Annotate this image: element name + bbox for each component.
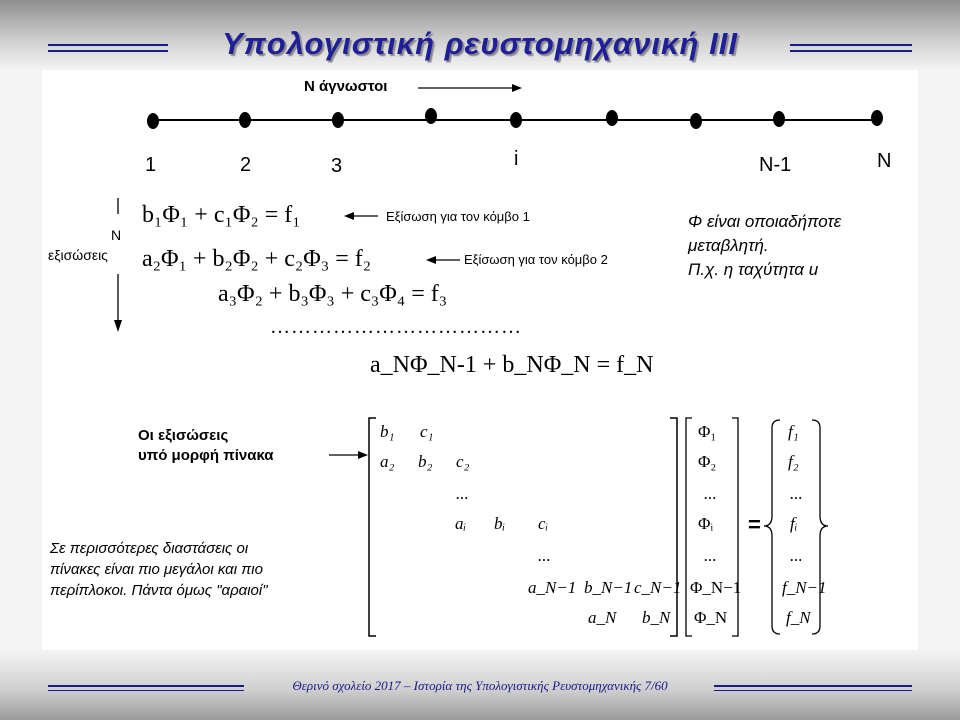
unknowns-label: N άγνωστοι	[304, 78, 388, 95]
title-bar	[0, 26, 960, 66]
matrix-form-label-line-1: Οι εξισώσεις	[138, 427, 229, 444]
f-vector-cell: ...	[790, 546, 803, 565]
node-label-2: 2	[240, 154, 252, 176]
matrix-form-label	[138, 426, 274, 466]
phi-note-line-2: μεταβλητή.	[688, 236, 769, 255]
grid-node	[239, 112, 251, 128]
matrix-cell: a_N	[588, 608, 617, 627]
note2-arrow-head	[426, 256, 436, 264]
f-vector-cell: f₂	[788, 452, 799, 471]
equations-arrow-head	[114, 320, 122, 332]
equation-node-2: a₂Φ₁ + b₂Φ₂ + c₂Φ₃ = f₂	[142, 246, 372, 272]
matrix-cell: b_N−1	[584, 578, 633, 597]
phi-vector-cell: Φ₁	[698, 422, 717, 441]
matrix-cell: aᵢ	[455, 514, 467, 533]
equation-node-n: a_NΦ_N-1 + b_NΦ_N = f_N	[370, 352, 654, 378]
f-brace-left	[764, 420, 780, 634]
matrix-cell: bᵢ	[494, 514, 506, 533]
phi-vector-cell: ...	[704, 484, 717, 503]
sparse-note-line-2: πίνακες είναι πιο μεγάλοι και πιο	[50, 561, 263, 578]
phi-vector-cell: Φ_N	[694, 608, 728, 627]
matrix-bracket-left	[369, 418, 376, 636]
sparse-note	[50, 538, 268, 601]
grid-node	[871, 110, 883, 126]
grid-node	[147, 113, 159, 129]
phi-note	[688, 210, 841, 282]
matrix-cell: a₂	[380, 452, 395, 471]
phi-vector-cell: Φ₂	[698, 452, 717, 471]
node-label-3: 3	[331, 155, 343, 177]
footer-rule-right	[714, 685, 912, 691]
matrix-cell: b₂	[418, 452, 433, 471]
note-equation-node-2: Εξίσωση για τον κόμβο 2	[464, 252, 608, 267]
node-label-n: N	[877, 150, 892, 172]
node-label-i: i	[514, 148, 519, 170]
equation-node-3: a₃Φ₂ + b₃Φ₃ + c₃Φ₄ = f₃	[218, 281, 448, 307]
phi-note-line-3: Π.χ. η ταχύτητα u	[688, 260, 819, 279]
node-label-n-1: N-1	[759, 154, 792, 176]
phi-vector-cell: Φ_N−1	[690, 578, 742, 597]
matrix-dots: ...	[538, 546, 551, 565]
node-label-1: 1	[145, 154, 157, 176]
footer-rule-left	[48, 685, 244, 691]
spacer	[678, 490, 690, 524]
slide-content	[42, 70, 918, 650]
phi-vector-cell: Φᵢ	[698, 514, 714, 533]
note-equation-node-1: Εξίσωση για τον κόμβο 1	[386, 209, 530, 224]
grid-node	[773, 111, 785, 127]
note1-arrow-head	[344, 212, 354, 220]
phi-bracket-left	[686, 418, 692, 636]
f-vector-cell: f_N−1	[782, 578, 827, 597]
title-rule-left	[48, 44, 168, 52]
matrix-cell: a_N−1	[528, 578, 577, 597]
matrix-cell: cᵢ	[538, 514, 549, 533]
matrix-cell: b_N	[642, 608, 671, 627]
phi-note-line-1: Φ είναι οποιαδήποτε	[688, 212, 842, 231]
grid-node	[332, 112, 344, 128]
equations-word-label: εξισώσεις	[48, 247, 108, 263]
grid-node	[690, 113, 702, 129]
f-brace-right	[812, 420, 828, 634]
title-rule-right	[790, 44, 912, 52]
equations-ellipsis: ………………………………	[270, 316, 522, 338]
grid-node	[510, 112, 522, 128]
sparse-note-line-1: Σε περισσότερες διαστάσεις οι	[50, 540, 249, 557]
f-vector-cell: f₁	[788, 422, 799, 441]
f-vector-cell: ...	[790, 484, 803, 503]
f-vector-cell: fᵢ	[790, 514, 798, 533]
grid-node	[425, 108, 437, 124]
unknowns-arrow-head	[512, 84, 522, 92]
matrix-cell: c₂	[456, 452, 470, 471]
matrix-label-arrow-head	[358, 451, 368, 459]
grid-node	[606, 110, 618, 126]
phi-vector-cell: ...	[704, 546, 717, 565]
sparse-note-line-3: περίπλοκοι. Πάντα όμως "αραιοί"	[50, 582, 268, 599]
equation-node-1: b₁Φ₁ + c₁Φ₂ = f₁	[142, 202, 301, 228]
matrix-bracket-right	[670, 418, 677, 636]
matrix-cell: b₁	[380, 422, 395, 441]
matrix-cell: c₁	[420, 422, 434, 441]
slide-title: Υπολογιστική ρευστομηχανική ΙΙΙ	[222, 26, 738, 61]
equations-count-label: N	[111, 227, 122, 243]
matrix-cell: c_N−1	[634, 578, 682, 597]
footer-text: Θερινό σχολείο 2017 – Ιστορία της Υπολογιστικής Ρευστομηχανικής 7/60	[292, 678, 668, 693]
matrix-form-label-line-2: υπό μορφή πίνακα	[138, 447, 274, 464]
matrix-equals-sign: =	[748, 512, 761, 537]
slide-footer	[0, 676, 960, 700]
phi-bracket-right	[732, 418, 738, 636]
matrix-dots: ...	[456, 484, 469, 503]
f-vector-cell: f_N	[786, 608, 811, 627]
